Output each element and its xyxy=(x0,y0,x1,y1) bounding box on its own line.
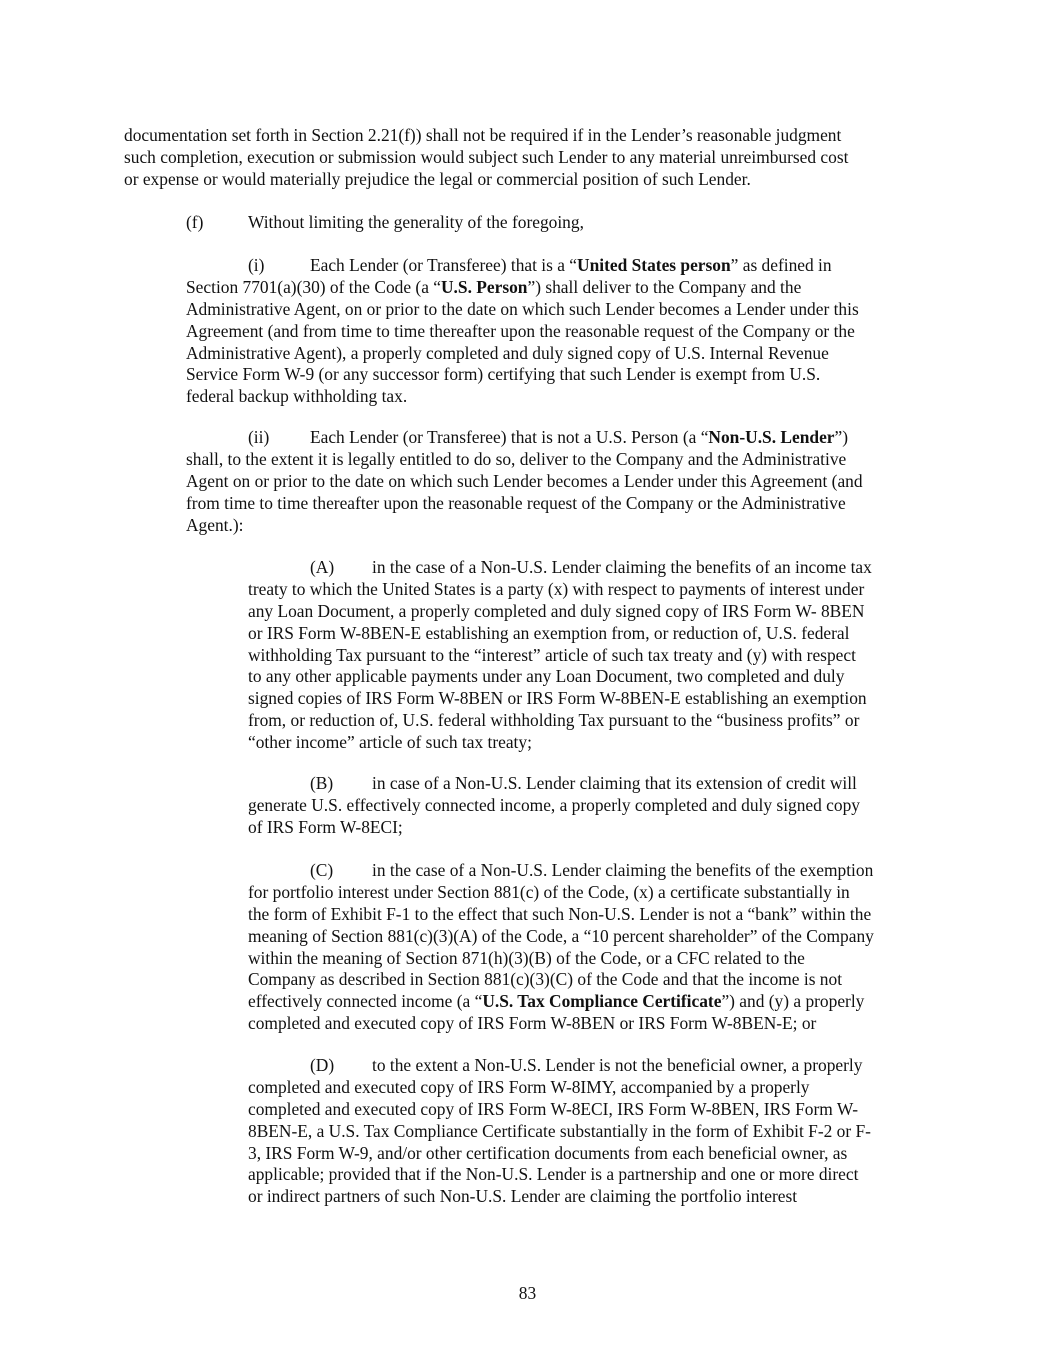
text-line: Agent on or prior to the date on which such Lender becomes a Lender under this Agreement (and xyxy=(186,470,863,491)
text-line: or indirect partners of such Non-U.S. Lender are claiming the portfolio interest xyxy=(248,1186,798,1207)
text-line: from time to time thereafter upon the reasonable request of the Company or the Administrative xyxy=(186,492,846,513)
text-line: from, or reduction of, U.S. federal withholding Tax pursuant to the “business profits” or xyxy=(248,710,860,731)
item-D xyxy=(248,1055,871,1208)
text-run: Each Lender (or Transferee) that is not a U.S. Person (a “ xyxy=(310,427,709,447)
text-line: Service Form W-9 (or any successor form) certifying that such Lender is exempt from U.S. xyxy=(186,364,821,385)
text-run: ”) and (y) a properly xyxy=(721,991,865,1012)
text-line: 8BEN-E, a U.S. Tax Compliance Certificate substantially in the form of Exhibit F-2 or F- xyxy=(248,1120,871,1141)
item-i xyxy=(186,255,859,408)
text-line: shall, to the extent it is legally entitled to do so, deliver to the Company and the Administrative xyxy=(186,448,847,469)
page-number: 83 xyxy=(518,1283,537,1303)
text-run: in the case of a Non-U.S. Lender claiming the benefits of an income tax xyxy=(372,557,872,577)
text-line: “other income” article of such tax treaty; xyxy=(248,732,532,753)
text-line: withholding Tax pursuant to the “interest” article of such tax treaty and (y) with respect xyxy=(248,644,856,665)
defined-term: United States person xyxy=(577,255,731,275)
item-marker: (i) xyxy=(248,255,265,275)
item-marker: (ii) xyxy=(248,427,270,447)
text-line: of IRS Form W-8ECI; xyxy=(248,816,403,837)
item-marker: (D) xyxy=(310,1055,335,1075)
text-line: applicable; provided that if the Non-U.S. Lender is a partnership and one or more direct xyxy=(248,1164,859,1185)
item-marker: (B) xyxy=(310,773,334,793)
text-line: any Loan Document, a properly completed and duly signed copy of IRS Form W- 8BEN xyxy=(248,600,865,621)
text-line: such completion, execution or submission would subject such Lender to any material unreimbursed cost xyxy=(124,146,849,167)
text-run: Each Lender (or Transferee) that is a “ xyxy=(310,255,578,275)
text-line: Administrative Agent, on or prior to the date on which such Lender becomes a Lender under this xyxy=(186,298,859,319)
section-marker: (f) xyxy=(186,212,204,232)
text-line xyxy=(248,1055,871,1077)
text-line xyxy=(248,860,874,882)
text-line: completed and executed copy of IRS Form W-8BEN or IRS Form W-8BEN-E; or xyxy=(248,1013,817,1034)
section-f xyxy=(186,212,584,234)
text-line: within the meaning of Section 871(h)(3)(B) of the Code, or a CFC related to the xyxy=(248,947,805,968)
text-line: to any other applicable payments under any Loan Document, two completed and duly xyxy=(248,666,845,687)
defined-term: U.S. Person xyxy=(440,276,528,297)
text-line xyxy=(186,212,584,234)
text-line xyxy=(186,277,859,299)
text-line: Administrative Agent), a properly completed and duly signed copy of U.S. Internal Revenue xyxy=(186,342,829,363)
item-B xyxy=(248,773,860,839)
text-line xyxy=(186,255,859,277)
defined-term: U.S. Tax Compliance Certificate xyxy=(482,991,722,1012)
text-line: federal backup withholding tax. xyxy=(186,386,408,407)
text-line: signed copies of IRS Form W-8BEN or IRS Form W-8BEN-E establishing an exemption xyxy=(248,688,867,709)
text-line: completed and executed copy of IRS Form W-8IMY, accompanied by a properly xyxy=(248,1076,810,1097)
text-run: in the case of a Non-U.S. Lender claiming the benefits of the exemption xyxy=(372,860,874,880)
text-line: Agreement (and from time to time thereafter upon the reasonable request of the Company or the xyxy=(186,320,855,341)
text-line: Company as described in Section 881(c)(3)(C) of the Code and that the income is not xyxy=(248,969,843,990)
item-marker: (C) xyxy=(310,860,334,880)
text-run: ”) shall deliver to the Company and the xyxy=(527,276,802,297)
text-line: for portfolio interest under Section 881(c) of the Code, (x) a certificate substantially in xyxy=(248,881,850,902)
item-ii xyxy=(186,427,863,536)
item-A xyxy=(248,557,872,754)
text-line: Agent.): xyxy=(186,514,244,535)
text-run: Section 7701(a)(30) of the Code (a “ xyxy=(186,276,441,297)
text-line: completed and executed copy of IRS Form W-8ECI, IRS Form W-8BEN, IRS Form W- xyxy=(248,1098,859,1119)
item-marker: (A) xyxy=(310,557,335,577)
text-run: effectively connected income (a “ xyxy=(248,991,483,1012)
text-run: ” as defined in xyxy=(730,255,832,275)
text-line: documentation set forth in Section 2.21(f)) shall not be required if in the Lender’s reasonable judgment xyxy=(124,125,842,145)
text-run: to the extent a Non-U.S. Lender is not the beneficial owner, a properly xyxy=(372,1055,863,1075)
text-line: meaning of Section 881(c)(3)(A) of the Code, a “10 percent shareholder” of the Company xyxy=(248,925,874,946)
text-line: generate U.S. effectively connected income, a properly completed and duly signed copy xyxy=(248,794,860,815)
item-C xyxy=(248,860,874,1035)
text-line xyxy=(248,991,874,1013)
text-line: or expense or would materially prejudice the legal or commercial position of such Lender. xyxy=(124,168,751,189)
text-run: ”) xyxy=(834,427,849,447)
text-line xyxy=(248,773,860,795)
text-line: 3, IRS Form W-9, and/or other certification documents from each beneficial owner, as xyxy=(248,1142,848,1163)
section-text: Without limiting the generality of the foregoing, xyxy=(248,212,584,232)
text-line: treaty to which the United States is a party (x) with respect to payments of interest under xyxy=(248,578,865,599)
text-line xyxy=(248,557,872,579)
lead-paragraph xyxy=(124,125,848,191)
text-line xyxy=(186,427,863,449)
text-line: or IRS Form W-8BEN-E establishing an exemption from, or reduction of, U.S. federal xyxy=(248,622,850,643)
defined-term: Non-U.S. Lender xyxy=(708,427,835,447)
text-run: in case of a Non-U.S. Lender claiming that its extension of credit will xyxy=(372,773,857,793)
text-line: the form of Exhibit F-1 to the effect that such Non-U.S. Lender is not a “bank” within the xyxy=(248,903,872,924)
